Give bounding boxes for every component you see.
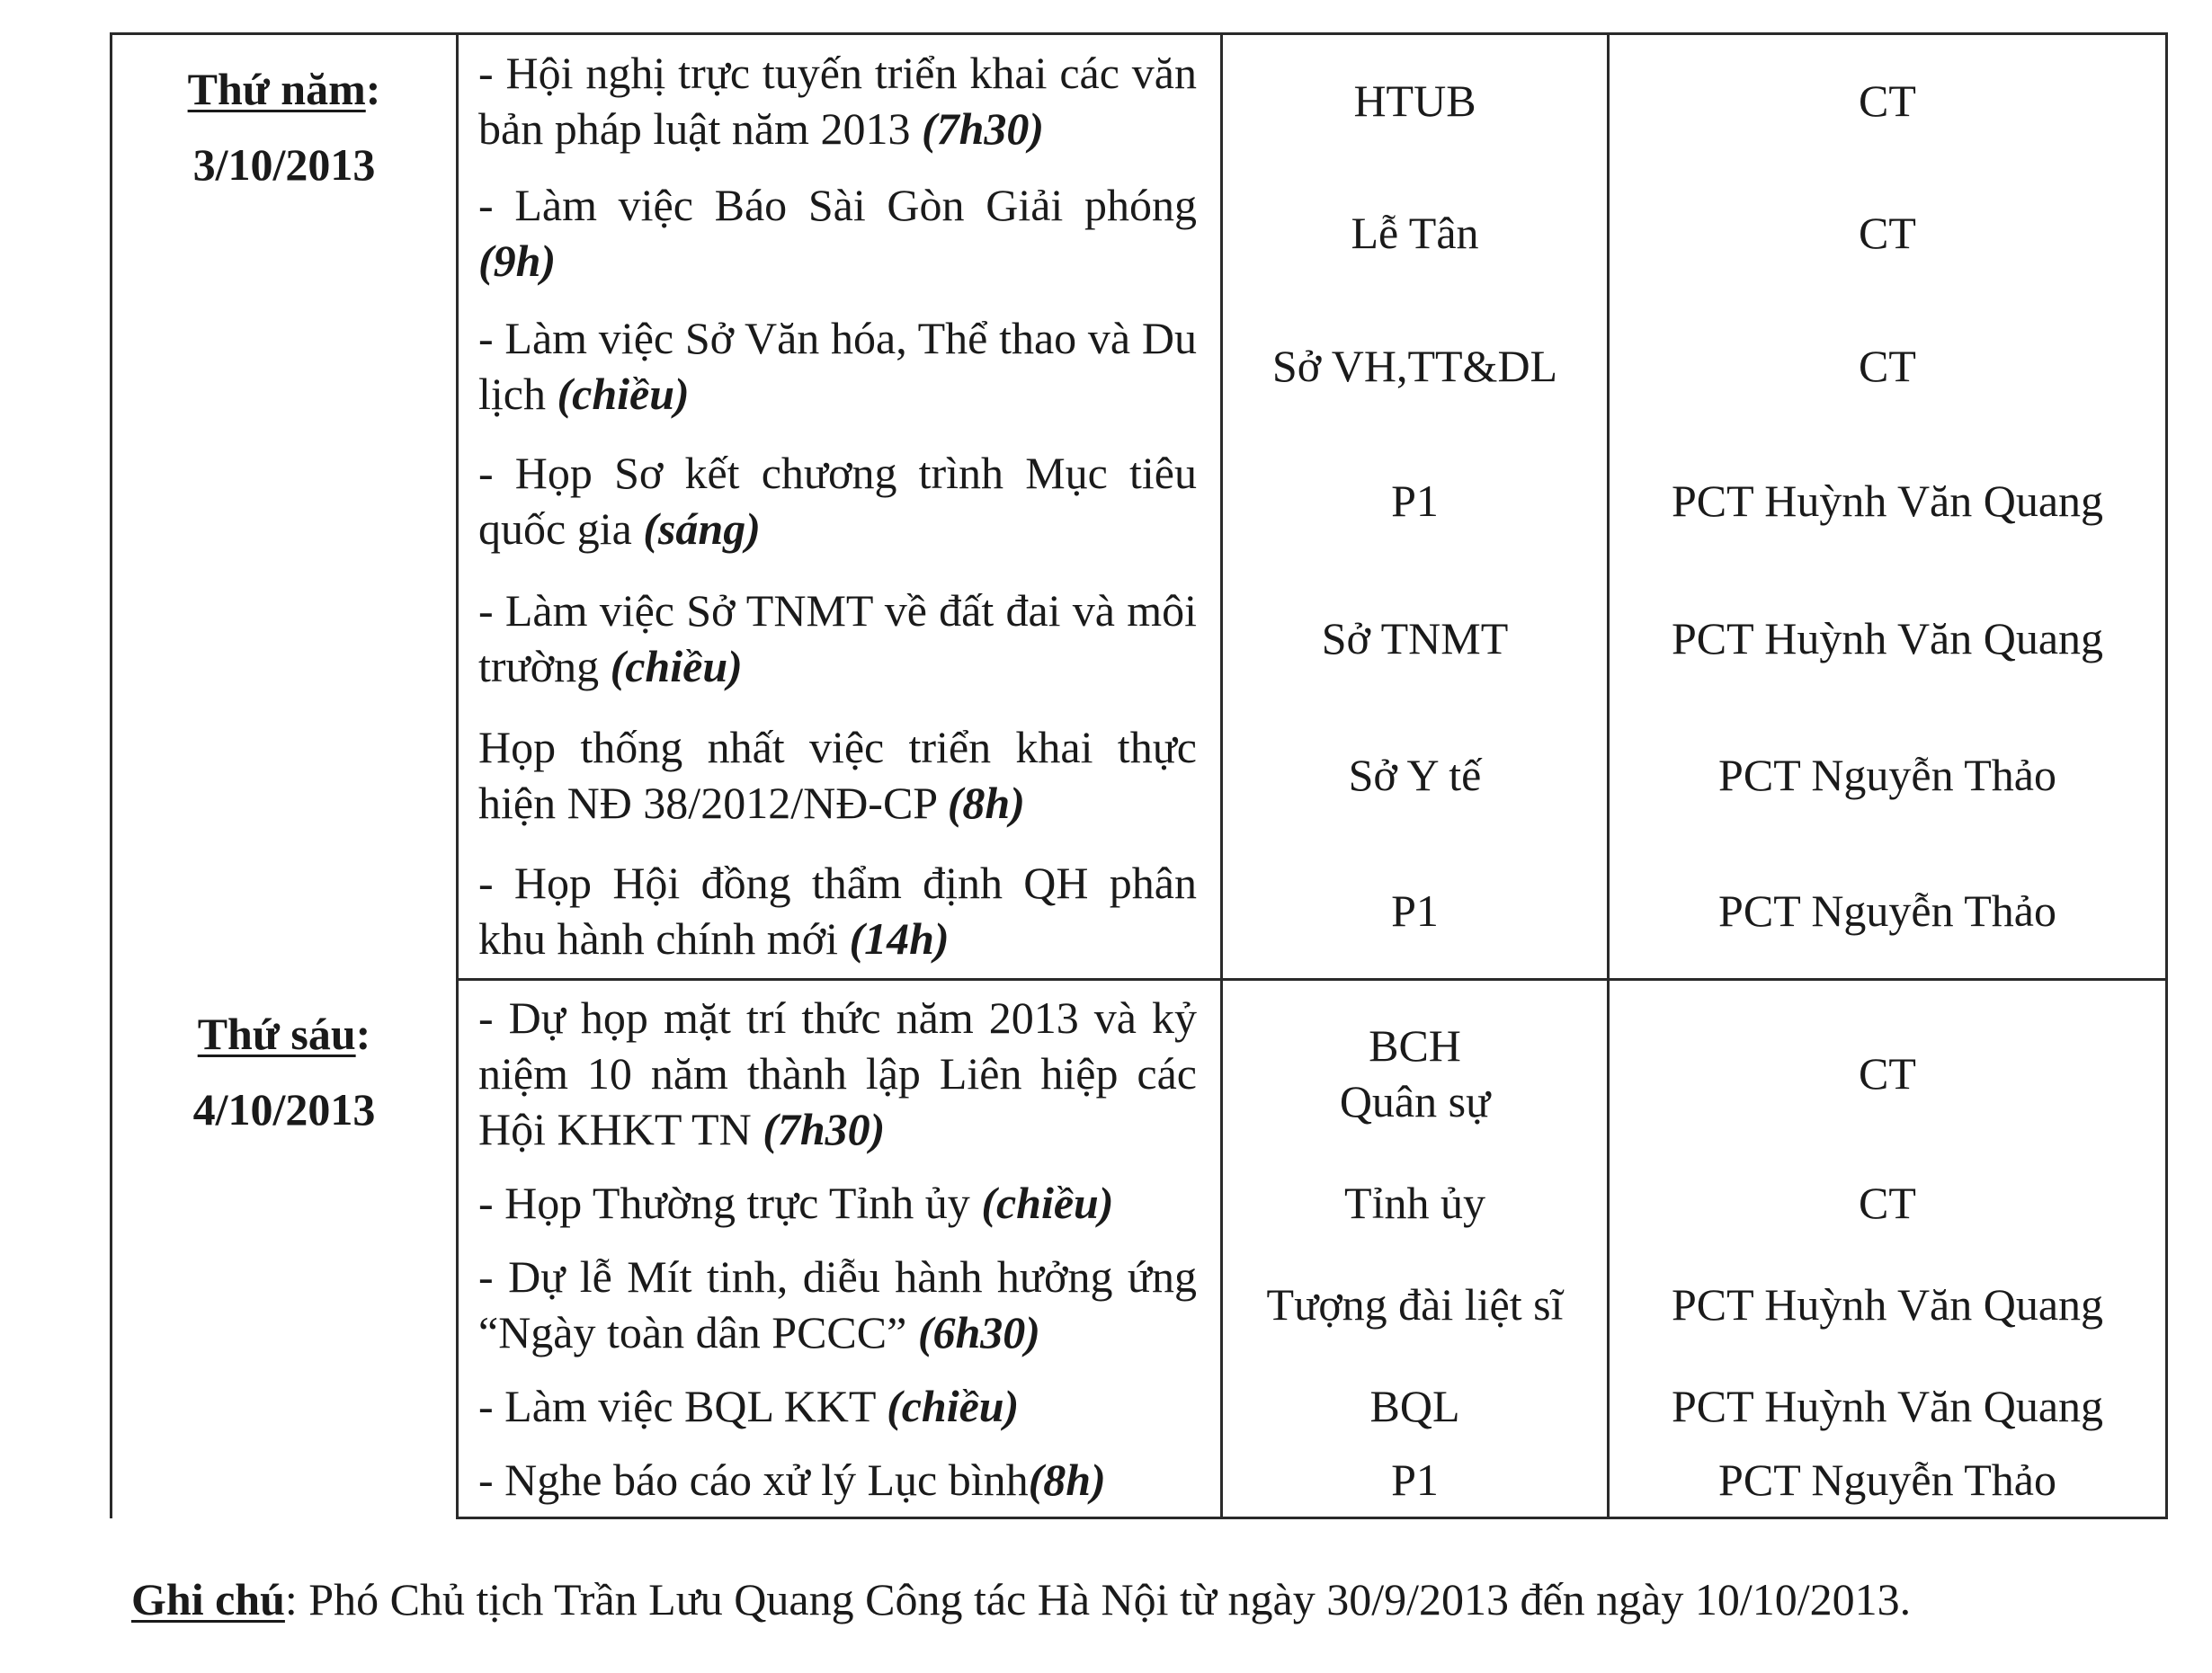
person-cell: PCT Huỳnh Văn Quang [1609, 1369, 2167, 1443]
place-cell: P1 [1222, 1443, 1609, 1518]
person-cell: PCT Huỳnh Văn Quang [1609, 1240, 2167, 1369]
person-cell: CT [1609, 980, 2167, 1167]
place-cell: Tỉnh ủy [1222, 1166, 1609, 1240]
schedule-row [111, 980, 2167, 1167]
task-cell: - Làm việc BQL KKT (chiều) [458, 1369, 1222, 1443]
person-cell: PCT Huỳnh Văn Quang [1609, 432, 2167, 570]
task-cell: Họp thống nhất việc triển khai thực hiện NĐ 38/2012/NĐ-CP (8h) [458, 707, 1222, 843]
person-cell: CT [1609, 1166, 2167, 1240]
footnote-label: Ghi chú [131, 1574, 285, 1624]
place-cell: Lễ Tân [1222, 166, 1609, 299]
day-name: Thứ năm: [187, 64, 381, 114]
person-cell: CT [1609, 299, 2167, 432]
person-cell: PCT Huỳnh Văn Quang [1609, 570, 2167, 707]
person-cell: PCT Nguyễn Thảo [1609, 707, 2167, 843]
place-cell: P1 [1222, 843, 1609, 980]
task-cell: - Họp Sơ kết chương trình Mục tiêu quốc gia (sáng) [458, 432, 1222, 570]
place-cell: HTUB [1222, 34, 1609, 166]
place-cell: Tượng đài liệt sĩ [1222, 1240, 1609, 1369]
place-cell: Sở TNMT [1222, 570, 1609, 707]
task-cell: - Làm việc Báo Sài Gòn Giải phóng (9h) [458, 166, 1222, 299]
schedule-row [111, 34, 2167, 166]
place-cell: P1 [1222, 432, 1609, 570]
day-cell [111, 34, 458, 980]
person-cell: CT [1609, 34, 2167, 166]
day-date: 4/10/2013 [192, 1083, 376, 1135]
day-cell [111, 980, 458, 1518]
footnote-text: : Phó Chủ tịch Trần Lưu Quang Công tác Hà Nội từ ngày 30/9/2013 đến ngày 10/10/2013. [284, 1574, 1912, 1624]
day-name: Thứ sáu: [197, 1008, 371, 1059]
place-cell: Sở VH,TT&DL [1222, 299, 1609, 432]
task-cell: - Nghe báo cáo xử lý Lục bình(8h) [458, 1443, 1222, 1518]
task-cell: - Họp Hội đồng thẩm định QH phân khu hành chính mới (14h) [458, 843, 1222, 980]
task-cell: - Làm việc Sở TNMT về đất đai và môi trường (chiều) [458, 570, 1222, 707]
task-cell: - Họp Thường trực Tỉnh ủy (chiều) [458, 1166, 1222, 1240]
task-cell: - Dự họp mặt trí thức năm 2013 và kỷ niệm 10 năm thành lập Liên hiệp các Hội KHKT TN (7h30) [458, 980, 1222, 1167]
task-cell: - Hội nghị trực tuyến triển khai các văn bản pháp luật năm 2013 (7h30) [458, 34, 1222, 166]
schedule-table [110, 32, 2168, 1519]
person-cell: CT [1609, 166, 2167, 299]
footnote [131, 1571, 1911, 1627]
task-cell: - Làm việc Sở Văn hóa, Thể thao và Du lịch (chiều) [458, 299, 1222, 432]
person-cell: PCT Nguyễn Thảo [1609, 1443, 2167, 1518]
place-cell: Sở Y tế [1222, 707, 1609, 843]
task-cell: - Dự lễ Mít tinh, diễu hành hưởng ứng “Ngày toàn dân PCCC” (6h30) [458, 1240, 1222, 1369]
place-cell: BQL [1222, 1369, 1609, 1443]
day-date: 3/10/2013 [192, 139, 376, 190]
person-cell: PCT Nguyễn Thảo [1609, 843, 2167, 980]
place-cell: BCH Quân sự [1222, 980, 1609, 1167]
